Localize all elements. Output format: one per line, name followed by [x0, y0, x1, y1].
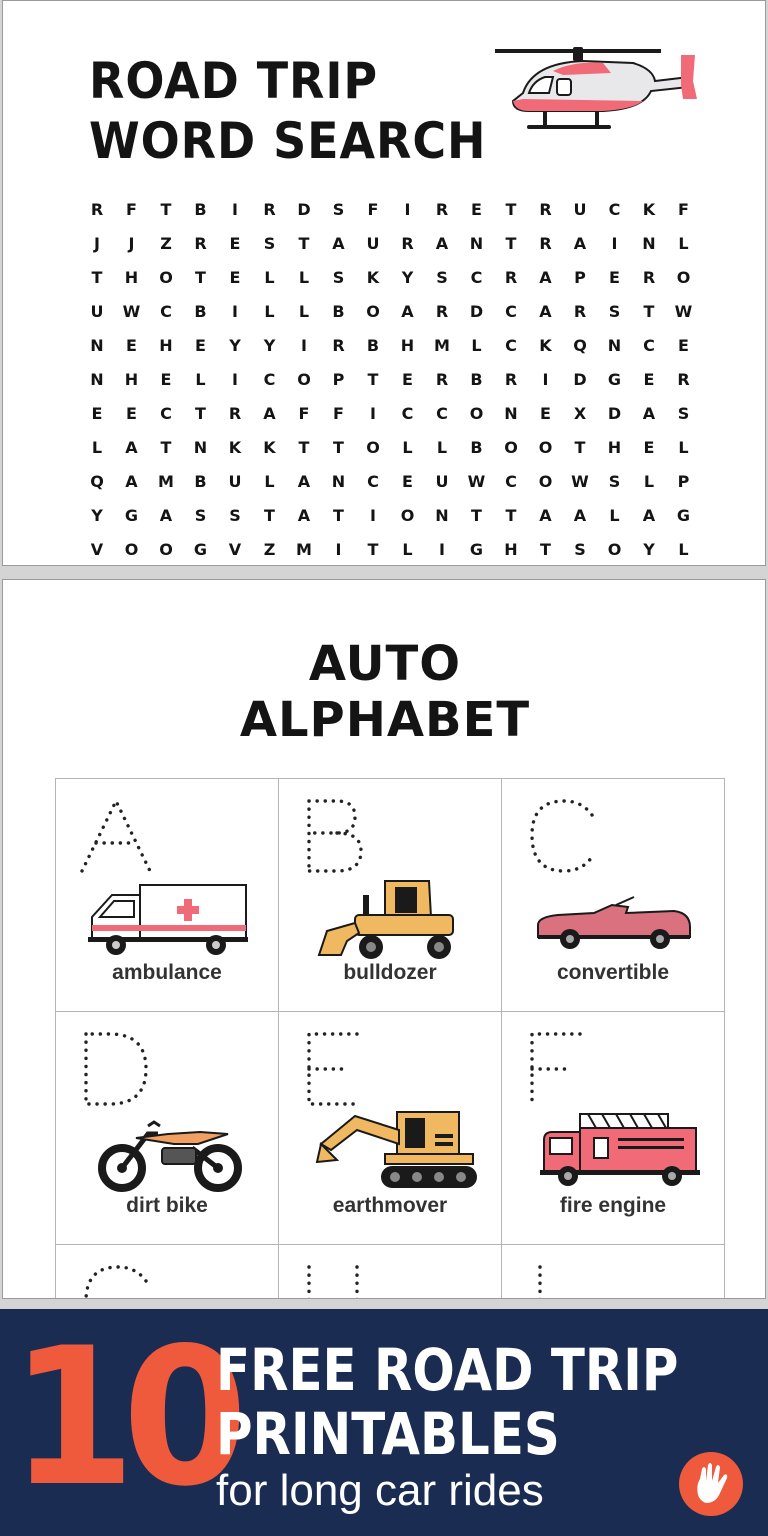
- word-search-letter: U: [90, 302, 104, 321]
- word-search-letter: Y: [643, 540, 655, 559]
- word-search-letter: M: [434, 336, 450, 355]
- word-search-row: [79, 363, 695, 397]
- word-search-letter: T: [333, 506, 344, 525]
- word-search-letter: G: [676, 506, 691, 525]
- word-search-letter: K: [539, 336, 552, 355]
- alphabet-card-word: convertible: [556, 961, 670, 984]
- dotted-letter-e: [297, 1026, 387, 1110]
- word-search-letter: V: [228, 540, 242, 559]
- word-search-letter: C: [505, 302, 517, 321]
- word-search-letter: S: [608, 302, 621, 321]
- word-search-letter: A: [159, 506, 173, 525]
- word-search-letter: S: [229, 506, 241, 525]
- word-search-letter: A: [539, 268, 552, 287]
- word-search-letter: Y: [401, 268, 414, 287]
- word-search-letter: I: [542, 370, 549, 389]
- word-search-letter: A: [263, 404, 276, 423]
- word-search-letter: L: [643, 472, 655, 491]
- convertible-icon: [524, 871, 704, 961]
- word-search-letter: T: [471, 506, 482, 525]
- word-search-letter: O: [400, 506, 415, 525]
- word-search-letter: G: [124, 506, 139, 525]
- word-search-letter: W: [467, 472, 486, 491]
- word-search-letter: O: [366, 302, 380, 321]
- word-search-letter: T: [505, 200, 517, 219]
- alphabet-card-word: bulldozer: [343, 961, 437, 984]
- word-search-letter: T: [505, 234, 517, 253]
- word-search-letter: J: [128, 234, 135, 253]
- word-search-letter: C: [505, 472, 517, 491]
- word-search-letter: E: [195, 336, 206, 355]
- word-search-letter: J: [94, 234, 100, 253]
- word-search-letter: B: [366, 336, 380, 355]
- alphabet-card-word: fire engine: [559, 1194, 667, 1217]
- word-search-letter: O: [538, 438, 553, 457]
- word-search-letter: I: [439, 540, 445, 559]
- word-search-letter: C: [436, 404, 448, 423]
- word-search-letter: E: [402, 472, 413, 491]
- word-search-letter: A: [297, 472, 311, 491]
- word-search-letter: X: [573, 404, 587, 423]
- word-search-letter: P: [677, 472, 690, 491]
- word-search-letter: C: [367, 472, 379, 491]
- word-search-letter: E: [126, 336, 137, 355]
- alphabet-card: [278, 1011, 502, 1245]
- word-search-letter: K: [642, 200, 656, 219]
- word-search-letter: T: [160, 200, 172, 219]
- banner-subtitle: for long car rides: [216, 1466, 544, 1515]
- word-search-letter: A: [125, 472, 138, 491]
- word-search-letter: O: [504, 438, 518, 457]
- word-search-letter: E: [643, 438, 655, 457]
- word-search-letter: A: [642, 404, 656, 423]
- word-search-letter: T: [367, 540, 379, 559]
- word-search-letter: C: [160, 302, 172, 321]
- word-search-letter: R: [263, 200, 276, 219]
- word-search-letter: I: [370, 506, 376, 525]
- word-search-letter: L: [298, 302, 310, 321]
- word-search-letter: B: [194, 472, 207, 491]
- word-search-letter: I: [232, 200, 238, 219]
- word-search-letter: Y: [229, 336, 241, 355]
- word-search-letter: K: [366, 268, 380, 287]
- word-search-letter: E: [540, 404, 551, 423]
- word-search-letter: L: [609, 506, 620, 525]
- word-search-letter: E: [229, 268, 241, 287]
- word-search-letter: N: [90, 336, 104, 355]
- hand-logo-icon: [678, 1451, 744, 1517]
- auto-alphabet-title-line1: AUTO: [308, 636, 462, 692]
- word-search-letter: T: [574, 438, 586, 457]
- word-search-letter: A: [539, 506, 552, 525]
- word-search-letter: A: [539, 302, 552, 321]
- word-search-letter: T: [333, 438, 344, 457]
- word-search-letter: E: [643, 370, 655, 389]
- word-search-letter: I: [611, 234, 618, 253]
- word-search-letter: T: [367, 370, 379, 389]
- word-search-page: [2, 0, 766, 566]
- word-search-letter: A: [125, 438, 138, 457]
- word-search-letter: L: [264, 472, 275, 491]
- auto-alphabet-title-line2: ALPHABET: [239, 692, 531, 748]
- word-search-letter: S: [608, 472, 621, 491]
- word-search-letter: C: [608, 200, 621, 219]
- word-search-letter: I: [301, 336, 307, 355]
- dotted-letter-g: [74, 1259, 164, 1299]
- word-search-letter: D: [607, 404, 622, 423]
- word-search-row: [79, 295, 695, 329]
- word-search-letter: E: [91, 404, 103, 423]
- word-search-letter: B: [194, 200, 207, 219]
- banner-number: 10: [10, 1307, 235, 1528]
- word-search-letter: R: [573, 302, 587, 321]
- word-search-letter: C: [401, 404, 414, 423]
- word-search-letter: G: [607, 370, 622, 389]
- word-search-row: [79, 261, 695, 295]
- word-search-letter: T: [298, 234, 310, 253]
- word-search-letter: K: [228, 438, 242, 457]
- word-search-letter: R: [332, 336, 345, 355]
- word-search-letter: O: [124, 540, 139, 559]
- word-search-letter: E: [229, 234, 241, 253]
- promo-banner: [0, 1309, 768, 1536]
- word-search-letter: L: [402, 540, 413, 559]
- word-search-letter: R: [194, 234, 207, 253]
- word-search-letter: K: [263, 438, 276, 457]
- alphabet-card: [501, 1011, 725, 1245]
- word-search-letter: T: [505, 506, 517, 525]
- word-search-letter: B: [332, 302, 345, 321]
- word-search-letter: B: [194, 302, 207, 321]
- word-search-letter: N: [607, 336, 622, 355]
- dotted-letter-i: [520, 1259, 610, 1299]
- word-search-letter: I: [370, 404, 376, 423]
- word-search-letter: S: [194, 506, 207, 525]
- word-search-letter: L: [678, 234, 689, 253]
- word-search-letter: L: [195, 370, 206, 389]
- word-search-letter: U: [435, 472, 449, 491]
- word-search-letter: W: [122, 302, 141, 321]
- word-search-letter: R: [504, 370, 518, 389]
- word-search-row: [79, 193, 695, 227]
- word-search-letter: L: [264, 268, 275, 287]
- word-search-letter: N: [90, 370, 104, 389]
- word-search-letter: E: [678, 336, 689, 355]
- word-search-letter: C: [263, 370, 276, 389]
- word-search-letter: E: [160, 370, 172, 389]
- word-search-letter: O: [607, 540, 622, 559]
- word-search-letter: D: [573, 370, 587, 389]
- word-search-letter: L: [471, 336, 482, 355]
- word-search-letter: A: [642, 506, 656, 525]
- word-search-letter: F: [367, 200, 379, 219]
- word-search-letter: A: [573, 506, 587, 525]
- word-search-letter: C: [470, 268, 483, 287]
- word-search-letter: T: [160, 438, 172, 457]
- word-search-letter: L: [264, 302, 275, 321]
- word-search-letter: P: [332, 370, 345, 389]
- word-search-letter: C: [505, 336, 517, 355]
- word-search-letter: L: [436, 438, 448, 457]
- word-search-row: [79, 329, 695, 363]
- word-search-row: [79, 431, 695, 465]
- dotted-letter-f: [520, 1026, 610, 1110]
- word-search-letter: U: [573, 200, 587, 219]
- word-search-letter: N: [331, 472, 346, 491]
- word-search-letter: L: [298, 268, 310, 287]
- word-search-letter: Y: [91, 506, 103, 525]
- word-search-letter: L: [678, 540, 689, 559]
- word-search-letter: B: [470, 438, 483, 457]
- word-search-letter: H: [124, 268, 139, 287]
- word-search-letter: S: [332, 200, 345, 219]
- word-search-row: [79, 533, 695, 567]
- banner-headline-line1: FREE ROAD TRIP: [216, 1336, 679, 1404]
- word-search-letter: E: [609, 268, 620, 287]
- word-search-letter: O: [159, 268, 173, 287]
- word-search-letter: Q: [573, 336, 587, 355]
- word-search-letter: F: [298, 404, 310, 423]
- word-search-grid: [79, 193, 695, 559]
- alphabet-card: [55, 1244, 279, 1299]
- word-search-letter: I: [232, 370, 238, 389]
- word-search-letter: S: [677, 404, 690, 423]
- fire-engine-icon: [524, 1104, 704, 1194]
- word-search-letter: L: [678, 438, 689, 457]
- word-search-letter: R: [504, 268, 518, 287]
- word-search-letter: N: [504, 404, 518, 423]
- alphabet-card: [501, 1244, 725, 1299]
- ambulance-icon: [78, 871, 258, 961]
- word-search-letter: H: [504, 540, 518, 559]
- word-search-letter: W: [571, 472, 589, 491]
- word-search-letter: M: [158, 472, 174, 491]
- word-search-letter: A: [435, 234, 449, 253]
- word-search-letter: T: [264, 506, 275, 525]
- word-search-letter: E: [126, 404, 137, 423]
- alphabet-card: [501, 778, 725, 1012]
- word-search-letter: W: [674, 302, 693, 321]
- word-search-letter: N: [469, 234, 484, 253]
- word-search-letter: H: [607, 438, 622, 457]
- word-search-letter: F: [333, 404, 344, 423]
- word-search-letter: O: [159, 540, 173, 559]
- word-search-letter: R: [435, 200, 449, 219]
- word-search-letter: H: [400, 336, 415, 355]
- word-search-row: [79, 499, 695, 533]
- word-search-letter: R: [539, 234, 552, 253]
- word-search-row: [79, 227, 695, 261]
- word-search-letter: I: [335, 540, 342, 559]
- word-search-letter: O: [366, 438, 380, 457]
- word-search-letter: R: [401, 234, 414, 253]
- word-search-letter: H: [159, 336, 173, 355]
- alphabet-card: [278, 778, 502, 1012]
- word-search-title-line2: WORD SEARCH: [89, 112, 487, 170]
- word-search-letter: Z: [160, 234, 172, 253]
- word-search-letter: D: [297, 200, 311, 219]
- word-search-letter: R: [642, 268, 656, 287]
- word-search-letter: T: [643, 302, 655, 321]
- word-search-row: [79, 465, 695, 499]
- word-search-letter: T: [91, 268, 103, 287]
- dirt-bike-icon: [78, 1104, 258, 1194]
- word-search-letter: I: [404, 200, 411, 219]
- word-search-letter: R: [435, 302, 449, 321]
- word-search-letter: N: [642, 234, 656, 253]
- dotted-letter-h: [297, 1259, 387, 1299]
- dotted-letter-b: [297, 793, 387, 877]
- word-search-letter: F: [678, 200, 689, 219]
- word-search-letter: N: [435, 506, 449, 525]
- word-search-letter: A: [401, 302, 414, 321]
- word-search-letter: V: [90, 540, 104, 559]
- word-search-letter: O: [469, 404, 484, 423]
- word-search-letter: O: [538, 472, 553, 491]
- word-search-letter: S: [574, 540, 586, 559]
- word-search-letter: O: [676, 268, 691, 287]
- word-search-letter: S: [332, 268, 345, 287]
- banner-headline-line2: PRINTABLES: [216, 1400, 560, 1468]
- word-search-letter: U: [228, 472, 242, 491]
- dotted-letter-c: [520, 793, 610, 877]
- word-search-letter: T: [195, 268, 206, 287]
- word-search-letter: R: [539, 200, 552, 219]
- word-search-letter: Q: [90, 472, 104, 491]
- dotted-letter-a: [74, 793, 164, 877]
- word-search-letter: U: [366, 234, 380, 253]
- word-search-letter: S: [263, 234, 276, 253]
- word-search-letter: R: [228, 404, 242, 423]
- word-search-letter: F: [126, 200, 137, 219]
- word-search-letter: L: [91, 438, 103, 457]
- word-search-letter: T: [298, 438, 310, 457]
- word-search-letter: A: [573, 234, 587, 253]
- word-search-letter: A: [332, 234, 345, 253]
- word-search-letter: Z: [263, 540, 276, 559]
- word-search-row: [79, 397, 695, 431]
- word-search-letter: T: [540, 540, 551, 559]
- alphabet-card: [55, 778, 279, 1012]
- word-search-letter: I: [232, 302, 238, 321]
- auto-alphabet-grid: [55, 778, 725, 1299]
- auto-alphabet-page: [2, 579, 766, 1299]
- word-search-letter: R: [90, 200, 104, 219]
- word-search-letter: H: [124, 370, 139, 389]
- word-search-letter: B: [470, 370, 483, 389]
- word-search-letter: A: [297, 506, 311, 525]
- alphabet-card: [278, 1244, 502, 1299]
- word-search-letter: M: [296, 540, 312, 559]
- word-search-letter: Y: [263, 336, 276, 355]
- word-search-letter: N: [193, 438, 208, 457]
- alphabet-card-word: dirt bike: [126, 1194, 208, 1217]
- word-search-letter: S: [436, 268, 448, 287]
- word-search-letter: P: [574, 268, 586, 287]
- word-search-letter: E: [471, 200, 482, 219]
- word-search-title-line1: ROAD TRIP: [89, 52, 379, 110]
- helicopter-icon: [483, 41, 705, 143]
- word-search-letter: O: [297, 370, 311, 389]
- dotted-letter-d: [74, 1026, 164, 1110]
- word-search-letter: G: [469, 540, 484, 559]
- bulldozer-icon: [301, 871, 481, 961]
- word-search-letter: C: [160, 404, 172, 423]
- alphabet-card-word: ambulance: [112, 961, 222, 984]
- word-search-letter: G: [193, 540, 208, 559]
- word-search-letter: R: [677, 370, 690, 389]
- alphabet-card: [55, 1011, 279, 1245]
- word-search-letter: T: [195, 404, 206, 423]
- word-search-letter: C: [643, 336, 655, 355]
- earthmover-icon: [301, 1104, 481, 1194]
- word-search-letter: D: [469, 302, 484, 321]
- word-search-letter: R: [435, 370, 449, 389]
- alphabet-card-word: earthmover: [332, 1194, 448, 1217]
- word-search-letter: L: [402, 438, 413, 457]
- word-search-letter: E: [402, 370, 413, 389]
